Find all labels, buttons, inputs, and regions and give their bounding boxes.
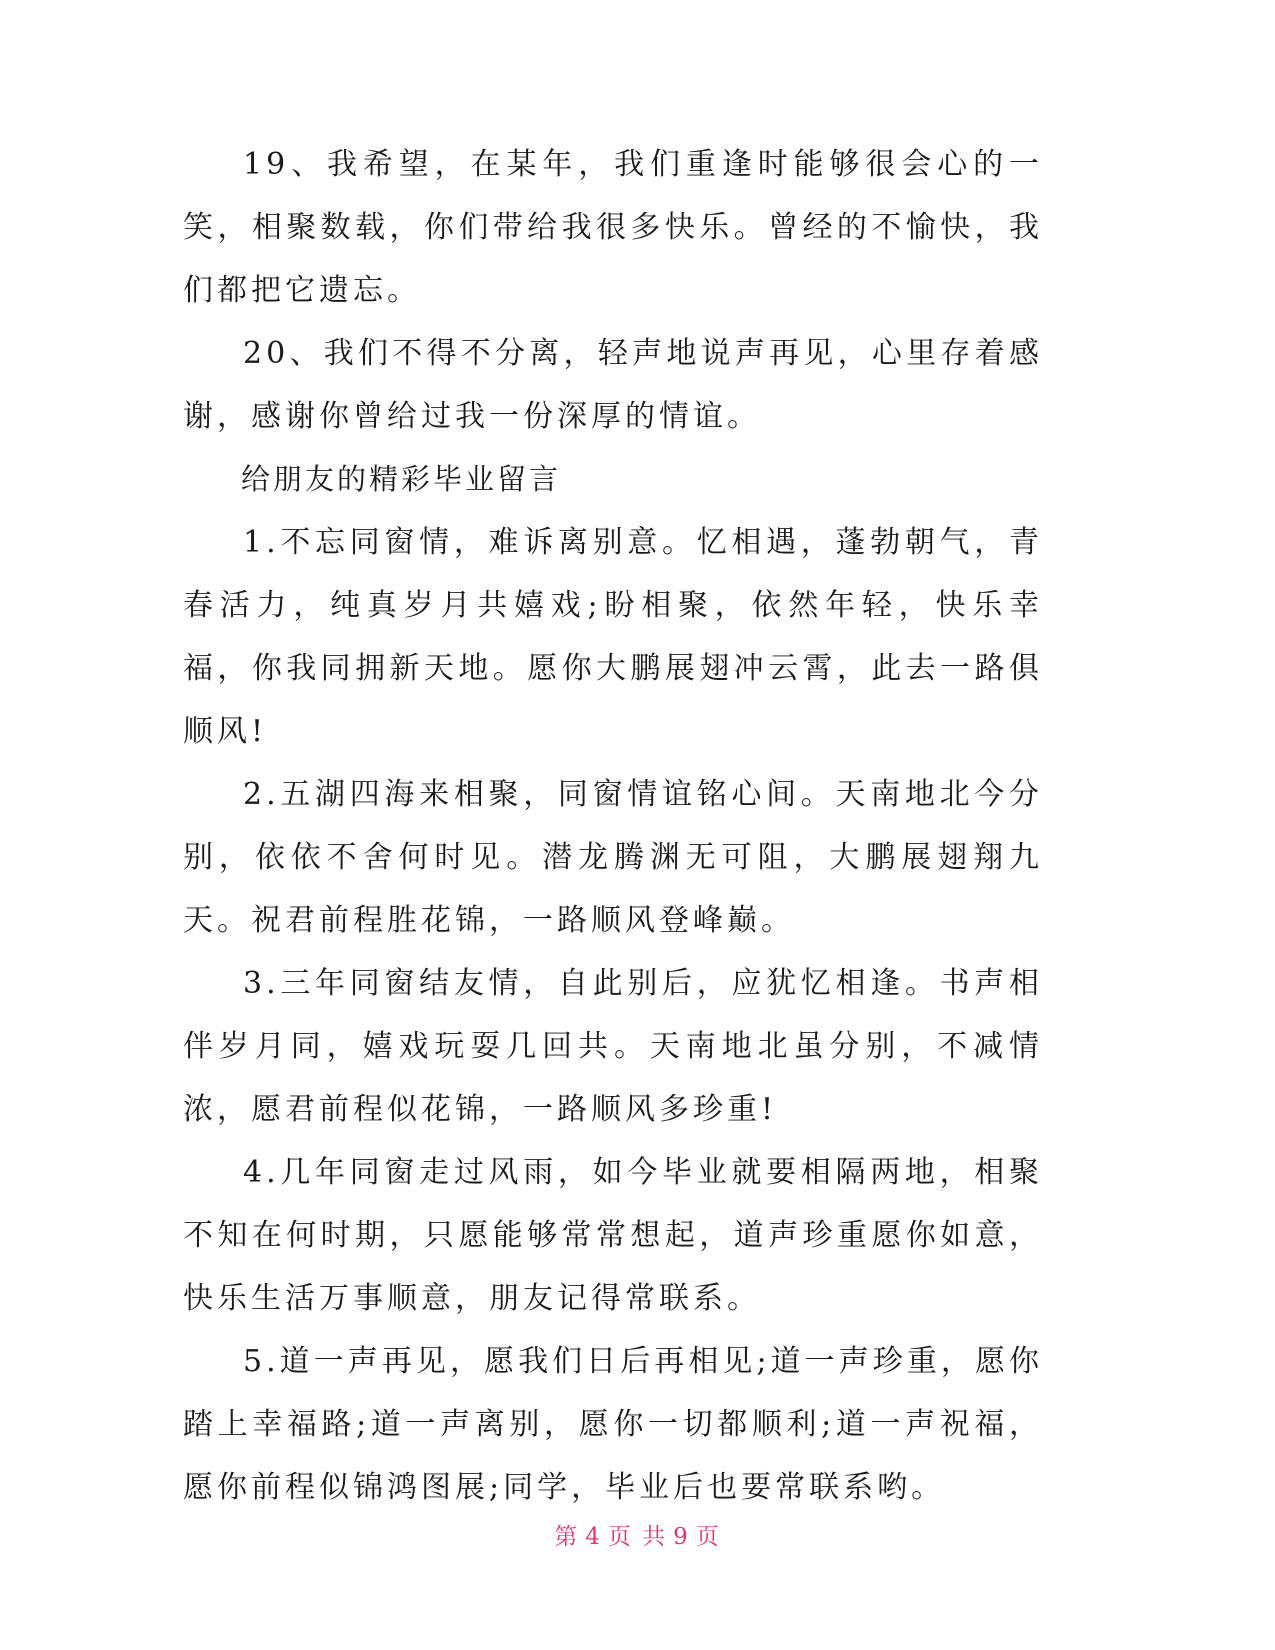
- footer-suffix: 页: [695, 1524, 721, 1550]
- document-body: [183, 133, 1043, 1519]
- paragraph-5: 5.道一声再见，愿我们日后再相见;道一声珍重，愿你踏上幸福路;道一声离别，愿你一切都顺利;道一声祝福，愿你前程似锦鸿图展;同学，毕业后也要常联系哟。: [183, 1344, 1043, 1505]
- paragraph-1: 1.不忘同窗情，难诉离别意。忆相遇，蓬勃朝气，青春活力，纯真岁月共嬉戏;盼相聚，依然年轻，快乐幸福，你我同拥新天地。愿你大鹏展翅冲云霄，此去一路俱顺风!: [183, 525, 1043, 749]
- paragraph-3: 3.三年同窗结友情，自此别后，应犹忆相逢。书声相伴岁月同，嬉戏玩耍几回共。天南地北虽分别，不减情浓，愿君前程似花锦，一路顺风多珍重!: [183, 966, 1043, 1127]
- paragraph-2: 2.五湖四海来相聚，同窗情谊铭心间。天南地北今分别，依依不舍何时见。潜龙腾渊无可阻，大鹏展翅翔九天。祝君前程胜花锦，一路顺风登峰巅。: [183, 777, 1043, 938]
- paragraph-20: 20、我们不得不分离，轻声地说声再见，心里存着感谢，感谢你曾给过我一份深厚的情谊。: [183, 336, 1043, 434]
- paragraph-4: 4.几年同窗走过风雨，如今毕业就要相隔两地，相聚不知在何时期，只愿能够常常想起，道声珍重愿你如意，快乐生活万事顺意，朋友记得常联系。: [183, 1155, 1043, 1316]
- paragraph-19: 19、我希望，在某年，我们重逢时能够很会心的一笑，相聚数载，你们带给我很多快乐。曾经的不愉快，我们都把它遗忘。: [183, 147, 1043, 308]
- footer-current-page: 4: [585, 1524, 602, 1550]
- footer-total-pages: 9: [673, 1524, 690, 1550]
- page-number-footer: [0, 1518, 1275, 1551]
- footer-prefix: 第: [554, 1524, 580, 1550]
- footer-middle: 页 共: [607, 1524, 668, 1550]
- section-heading: 给朋友的精彩毕业留言: [241, 462, 562, 496]
